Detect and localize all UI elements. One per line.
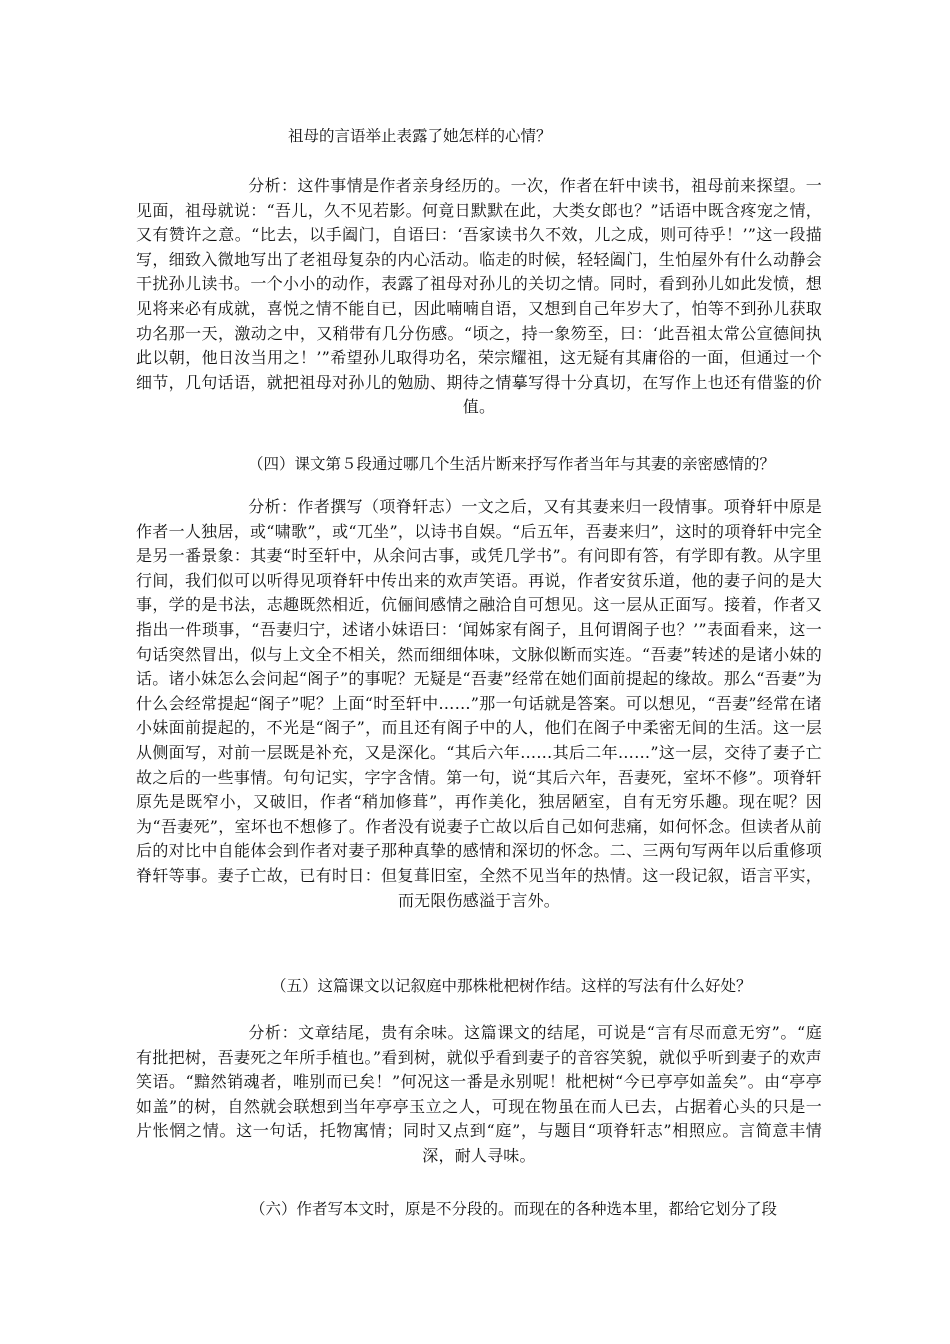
analysis-paragraph-loquat	[136, 1021, 822, 1169]
question-4: （四）课文第５段通过哪几个生活片断来抒写作者当年与其妻的亲密感情的？	[248, 455, 776, 473]
analysis-text: 分析：这件事情是作者亲身经历的。一次，作者在轩中读书，祖母前来探望。一见面，祖母就说：“吾儿，久不见若影。何竟日默默在此，大类女郎也？”话语中既含疼宠之情，又有赞许之意。“比去，以手阖门，自语曰：‘吾家读书久不效，儿之成，则可待乎！’”这一段描写，细致入微地写出了老祖母复杂的内心活动。临走的时候，轻轻阖门，生怕屋外有什么动静会干扰孙儿读书。一个小小的动作，表露了祖母对孙儿的关切之情。同时，看到孙儿如此发愤，想见将来必有成就，喜悦之情不能自已，因此喃喃自语，又想到自己年岁大了，怕等不到孙儿获取功名那一天，激动之中，又稍带有几分伤感。“顷之，持一象笏至，曰：‘此吾祖太常公宣德间执此以朝，他日汝当用之！’”希望孙儿取得功名，荣宗耀祖，这无疑有其庸俗的一面，但通过一个细节，几句话语，就把祖母对孙儿的勉励、期待之情摹写得十分真切，在写作上也还有借鉴的价值。	[136, 176, 822, 417]
question-5: （五）这篇课文以记叙庭中那株枇杷树作结。这样的写法有什么好处？	[271, 977, 752, 995]
analysis-text: 分析：文章结尾，贵有余味。这篇课文的结尾，可说是“言有尽而意无穷”。“庭有批把树，吾妻死之年所手植也。”看到树，就似乎看到妻子的音容笑貌，就似乎听到妻子的欢声笑语。“黯然销魂者，唯别而已矣！”何况这一番是永别呢！枇杷树“今已亭亭如盖矣”。由“亭亭如盖”的树，自然就会联想到当年亭亭玉立之人，可现在物虽在而人已去，占据着心头的只是一片怅惘之情。这一句话，托物寓情；同时又点到“庭”，与题目“项脊轩志”相照应。言简意丰情深，耐人寻味。	[136, 1023, 822, 1165]
question-grandmother-feelings: 祖母的言语举止表露了她怎样的心情？	[288, 127, 552, 145]
question-6: （六）作者写本文时，原是不分段的。而现在的各种选本里，都给它划分了段	[250, 1200, 778, 1218]
analysis-paragraph-grandmother	[136, 174, 822, 420]
analysis-text: 分析：作者撰写（项脊轩志）一文之后，又有其妻来归一段情事。项脊轩中原是作者一人独居，或“啸歌”，或“兀坐”，以诗书自娱。“后五年，吾妻来归”，这时的项脊轩中完全是另一番景象：其妻“时至轩中，从余问古事，或凭几学书”。有问即有答，有学即有教。从字里行间，我们似可以听得见项脊轩中传出来的欢声笑语。再说，作者安贫乐道，他的妻子问的是大事，学的是书法，志趣既然相近，伉俪间感情之融洽自可想见。这一层从正面写。接着，作者又指出一件琐事，“吾妻归宁，述诸小妹语曰：‘闻姊家有阁子，且何谓阁子也？’”表面看来，这一句话突然冒出，似与上文全不相关，然而细细体味，文脉似断而实连。“吾妻”转述的是诸小妹的话。诸小妹怎么会问起“阁子”的事呢？无疑是“吾妻”经常在她们面前提起的缘故。那么“吾妻”为什么会经常提起“阁子”呢？上面“时至轩中……”那一句话就是答案。可以想见，“吾妻”经常在诸小妹面前提起的，不光是“阁子”，而且还有阁子中的人，他们在阁子中柔密无间的生活。这一层从侧面写，对前一层既是补充，又是深化。“其后六年……其后二年……”这一层，交待了妻子亡故之后的一些事情。句句记实，字字含情。第一句，说“其后六年，吾妻死，室坏不修”。项脊轩原先是既窄小，又破旧，作者“稍加修葺”，再作美化，独居陋室，自有无穷乐趣。现在呢？因为“吾妻死”，室坏也不想修了。作者没有说妻子亡故以后自己如何悲痛，如何怀念。但读者从前后的对比中自能体会到作者对妻子那种真挚的感情和深切的怀念。二、三两句写两年以后重修项脊轩等事。妻子亡故，已有时日：但复葺旧室，全然不见当年的热情。这一段记叙，语言平实，而无限伤感溢于言外。	[136, 497, 822, 910]
analysis-paragraph-wife	[136, 495, 822, 913]
